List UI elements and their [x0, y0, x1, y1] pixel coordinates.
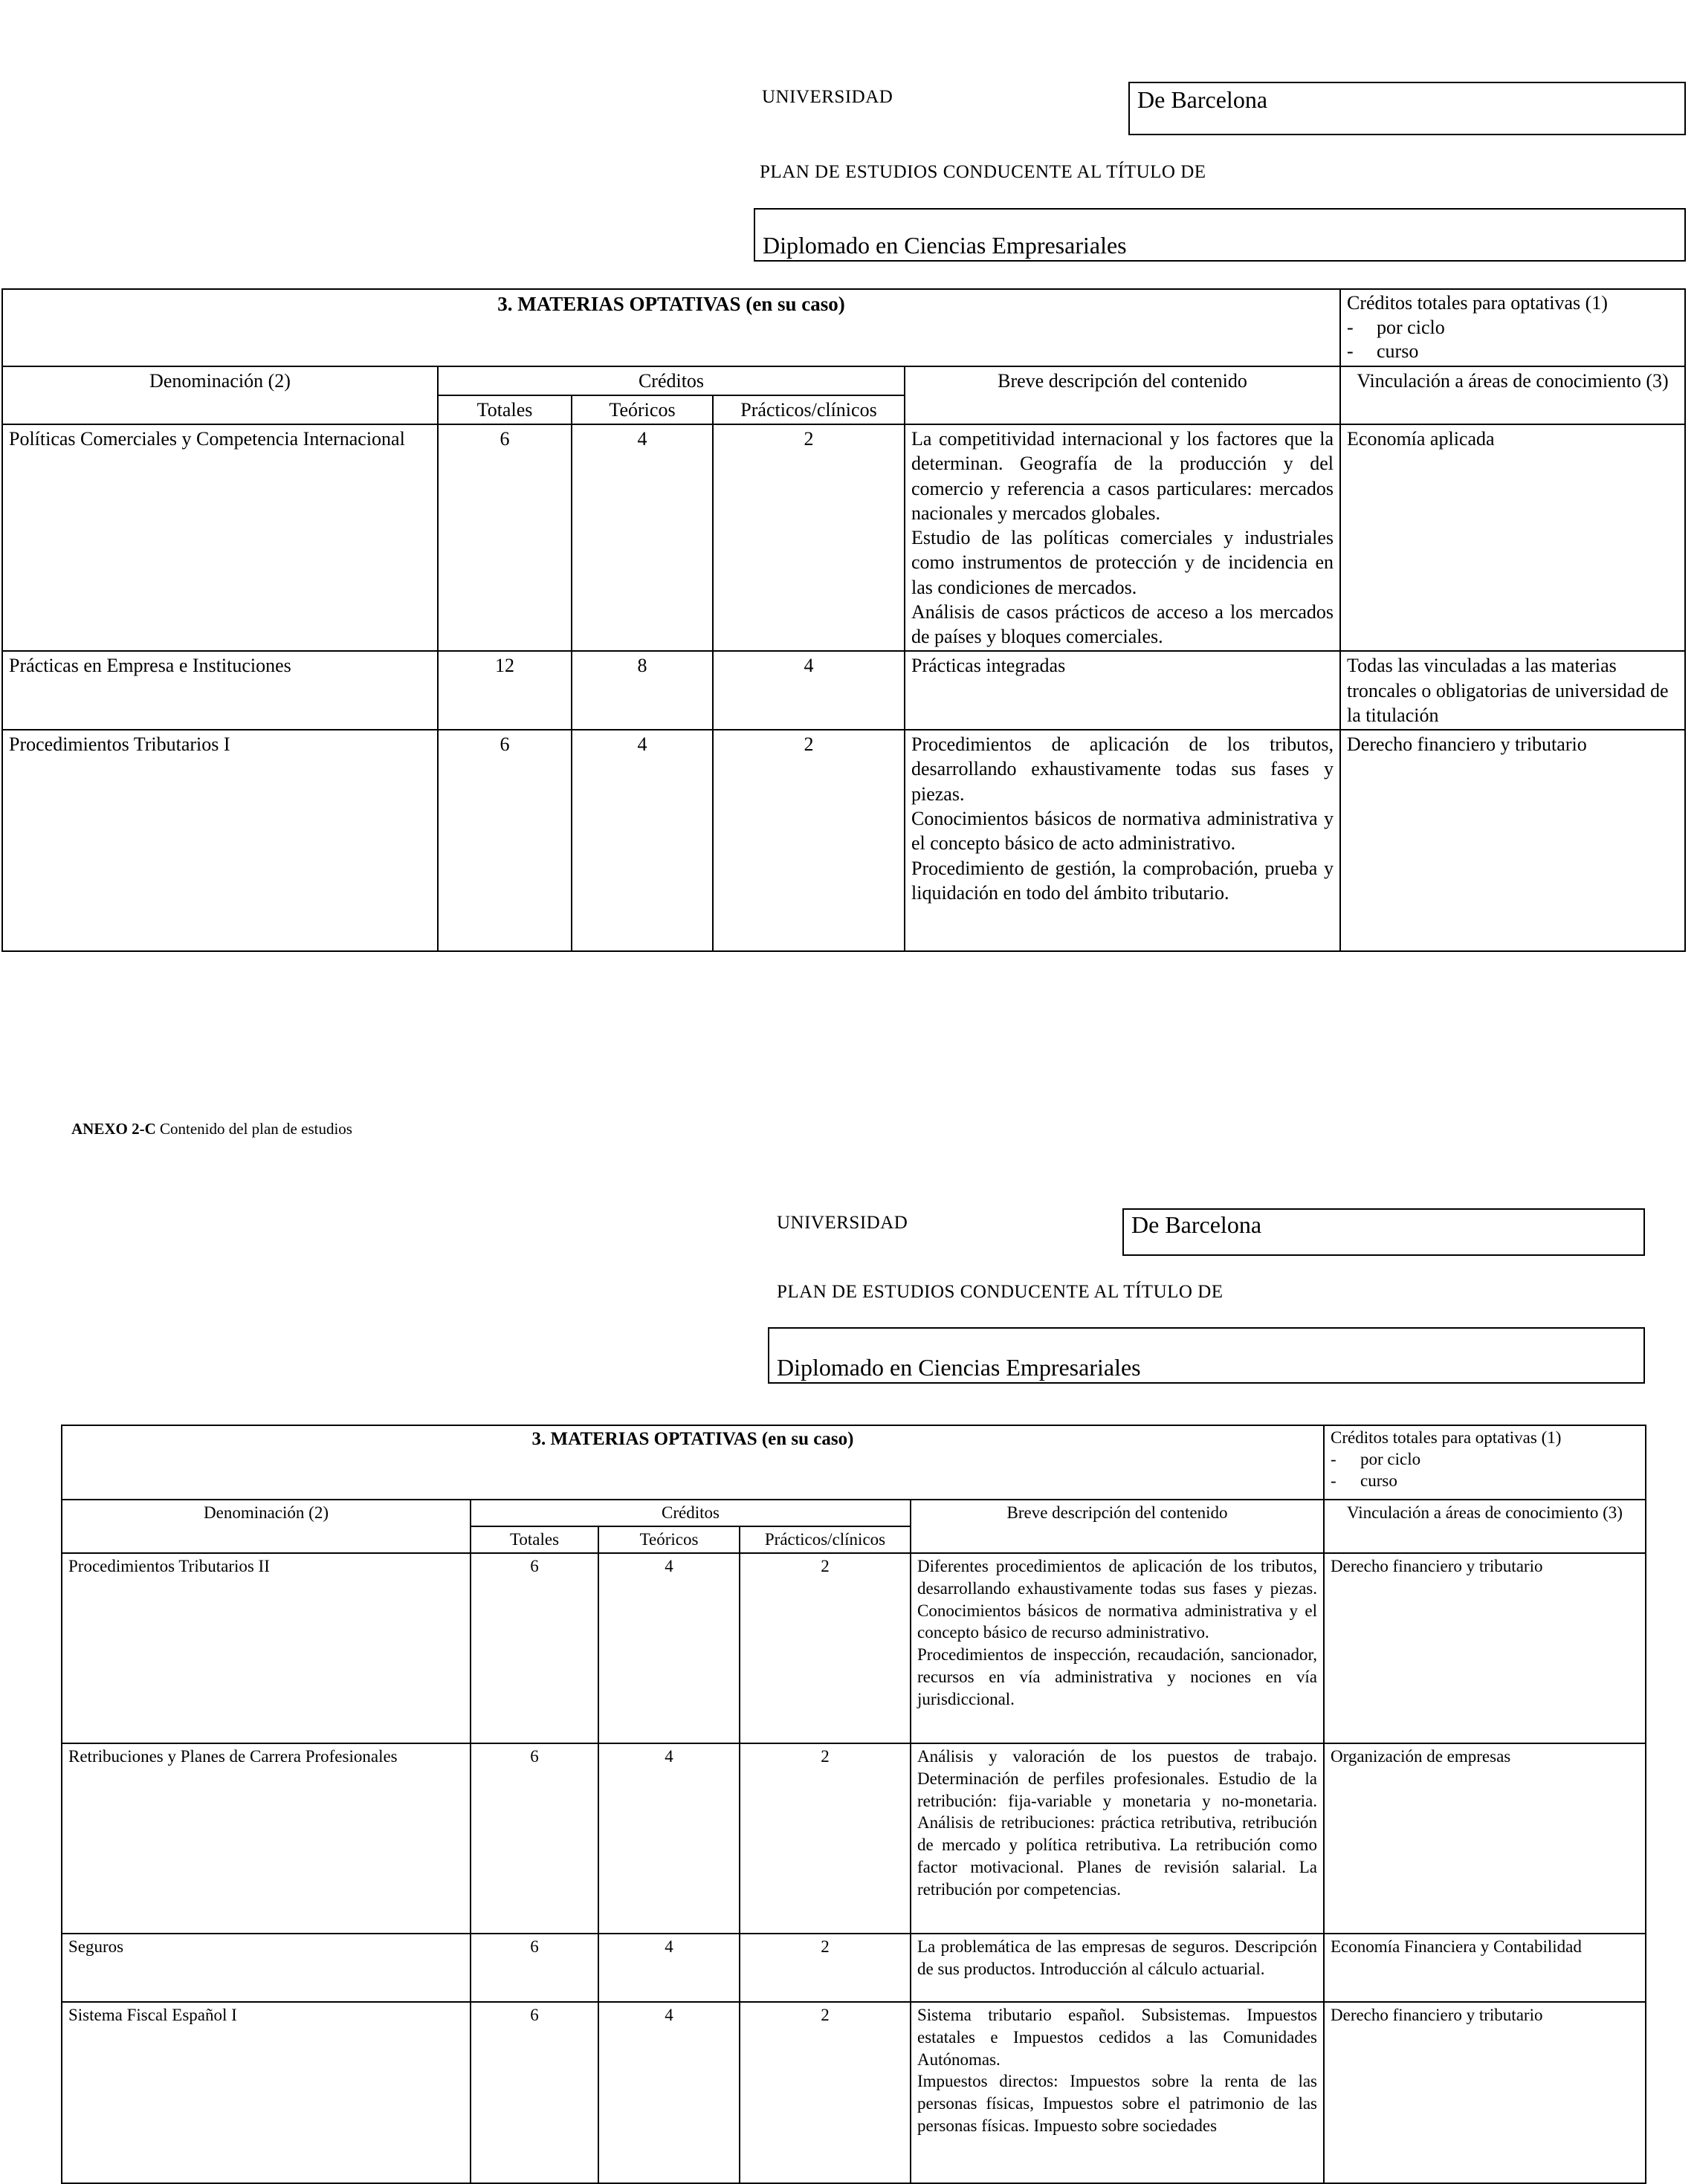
teoricos: 8	[572, 651, 713, 730]
descripcion: Análisis y valoración de los puestos de trabajo. Determinación de perfiles profesionales. Estudio de la retribución: fija-variable y monetaria y no-monetaria. Análisis de retribuciones: práctica retributiva, retribución de mercado y política retributiva. La retribución como factor motivacional. Planes de revisión salarial. La retribución por competencias.	[911, 1743, 1324, 1934]
universidad-value: De Barcelona	[1131, 1211, 1262, 1238]
universidad-label: UNIVERSIDAD	[777, 1213, 908, 1233]
header-practicos: Prácticos/clínicos	[740, 1526, 911, 1553]
practicos: 2	[713, 424, 905, 651]
anexo-label: ANEXO 2-C	[71, 1120, 156, 1138]
practicos: 2	[713, 730, 905, 951]
denominacion: Retribuciones y Planes de Carrera Profesionales	[62, 1743, 471, 1934]
header-teoricos: Teóricos	[572, 395, 713, 424]
titulo-value: Diplomado en Ciencias Empresariales	[763, 232, 1127, 259]
totales: 6	[471, 1743, 598, 1934]
practicos: 2	[740, 1934, 911, 2002]
vinculacion: Economía Financiera y Contabilidad	[1324, 1934, 1646, 2002]
header-denominacion: Denominación (2)	[62, 1500, 471, 1553]
plan-label: PLAN DE ESTUDIOS CONDUCENTE AL TÍTULO DE	[760, 162, 1206, 182]
denominacion: Políticas Comerciales y Competencia Internacional	[2, 424, 438, 651]
titulo-value-box	[754, 208, 1686, 262]
titulo-value-box	[768, 1327, 1645, 1384]
por-ciclo: por ciclo	[1377, 316, 1445, 338]
vinculacion: Economía aplicada	[1340, 424, 1685, 651]
vinculacion: Organización de empresas	[1324, 1743, 1646, 1934]
vinculacion: Derecho financiero y tributario	[1340, 730, 1685, 951]
plan-label: PLAN DE ESTUDIOS CONDUCENTE AL TÍTULO DE	[777, 1282, 1224, 1302]
totales: 6	[438, 730, 572, 951]
table-row	[62, 1553, 1646, 1743]
vinculacion: Todas las vinculadas a las materias troncales o obligatorias de universidad de la titulación	[1340, 651, 1685, 730]
header-denominacion: Denominación (2)	[2, 366, 438, 425]
vinculacion: Derecho financiero y tributario	[1324, 1553, 1646, 1743]
denominacion: Prácticas en Empresa e Instituciones	[2, 651, 438, 730]
table-row	[2, 651, 1685, 730]
descripcion: La competitividad internacional y los factores que la determinan. Geografía de la producción y del comercio y referencia a casos particulares: mercados nacionales y mercados globales. Estudio de las políticas comerciales y industriales como instrumentos de protección y de incidencia en las condiciones de mercados. Análisis de casos prácticos de acceso a los mercados de países y bloques comerciales.	[905, 424, 1340, 651]
table-row	[62, 2002, 1646, 2183]
denominacion: Sistema Fiscal Español I	[62, 2002, 471, 2183]
totales: 12	[438, 651, 572, 730]
denominacion: Procedimientos Tributarios II	[62, 1553, 471, 1743]
curso: curso	[1377, 340, 1419, 362]
header-vinculacion: Vinculación a áreas de conocimiento (3)	[1340, 366, 1685, 425]
header-teoricos: Teóricos	[598, 1526, 740, 1553]
totales: 6	[471, 1934, 598, 2002]
universidad-value: De Barcelona	[1137, 86, 1268, 113]
practicos: 4	[713, 651, 905, 730]
teoricos: 4	[598, 1934, 740, 2002]
denominacion: Seguros	[62, 1934, 471, 2002]
practicos: 2	[740, 2002, 911, 2183]
totales: 6	[471, 2002, 598, 2183]
table-title: 3. MATERIAS OPTATIVAS (en su caso)	[62, 1425, 1324, 1500]
descripcion: Procedimientos de aplicación de los tributos, desarrollando exhaustivamente todas sus fases y piezas. Conocimientos básicos de normativa administrativa y el concepto básico de acto administrativo. Procedimiento de gestión, la comprobación, prueba y liquidación en todo del ámbito tributario.	[905, 730, 1340, 951]
header-creditos: Créditos	[438, 366, 905, 395]
descripcion: Prácticas integradas	[905, 651, 1340, 730]
creditos-totales-cell: Créditos totales para optativas (1) - por ciclo - curso	[1324, 1425, 1646, 1500]
teoricos: 4	[572, 424, 713, 651]
table-row	[2, 424, 1685, 651]
titulo-value: Diplomado en Ciencias Empresariales	[777, 1354, 1141, 1381]
teoricos: 4	[598, 2002, 740, 2183]
universidad-label: UNIVERSIDAD	[762, 87, 893, 107]
materias-table	[61, 1425, 1646, 2184]
creditos-totales-label: Créditos totales para optativas (1)	[1347, 292, 1608, 314]
universidad-value-box	[1128, 82, 1686, 135]
anexo-text: Contenido del plan de estudios	[160, 1120, 352, 1138]
totales: 6	[471, 1553, 598, 1743]
table-title: 3. MATERIAS OPTATIVAS (en su caso)	[2, 289, 1340, 366]
practicos: 2	[740, 1553, 911, 1743]
descripcion: La problemática de las empresas de seguros. Descripción de sus productos. Introducción al cálculo actuarial.	[911, 1934, 1324, 2002]
curso: curso	[1360, 1471, 1397, 1490]
teoricos: 4	[572, 730, 713, 951]
practicos: 2	[740, 1743, 911, 1934]
anexo-caption	[71, 1120, 352, 1138]
table-row	[62, 1743, 1646, 1934]
header-descripcion: Breve descripción del contenido	[905, 366, 1340, 425]
header-practicos: Prácticos/clínicos	[713, 395, 905, 424]
header-descripcion: Breve descripción del contenido	[911, 1500, 1324, 1553]
header-totales: Totales	[471, 1526, 598, 1553]
materias-table	[1, 288, 1686, 952]
universidad-value-box	[1122, 1208, 1645, 1256]
denominacion: Procedimientos Tributarios I	[2, 730, 438, 951]
creditos-totales-cell: Créditos totales para optativas (1) - por ciclo - curso	[1340, 289, 1685, 366]
table-row	[62, 1934, 1646, 2002]
header-totales: Totales	[438, 395, 572, 424]
header-vinculacion: Vinculación a áreas de conocimiento (3)	[1324, 1500, 1646, 1553]
teoricos: 4	[598, 1743, 740, 1934]
vinculacion: Derecho financiero y tributario	[1324, 2002, 1646, 2183]
por-ciclo: por ciclo	[1360, 1449, 1421, 1468]
descripcion: Sistema tributario español. Subsistemas. Impuestos estatales e Impuestos cedidos a las Comunidades Autónomas. Impuestos directos: Impuestos sobre la renta de las personas físicas, Impuestos sobre el patrimonio de las personas físicas. Impuesto sobre sociedades	[911, 2002, 1324, 2183]
header-creditos: Créditos	[471, 1500, 911, 1526]
totales: 6	[438, 424, 572, 651]
creditos-totales-label: Créditos totales para optativas (1)	[1331, 1428, 1562, 1447]
table-row	[2, 730, 1685, 951]
descripcion: Diferentes procedimientos de aplicación de los tributos, desarrollando exhaustivamente todas sus fases y piezas. Conocimientos básicos de normativa administrativa y el concepto básico de recurso administrativo. Procedimientos de inspección, recaudación, sancionador, recursos en vía administrativa y nociones en vía jurisdiccional.	[911, 1553, 1324, 1743]
teoricos: 4	[598, 1553, 740, 1743]
